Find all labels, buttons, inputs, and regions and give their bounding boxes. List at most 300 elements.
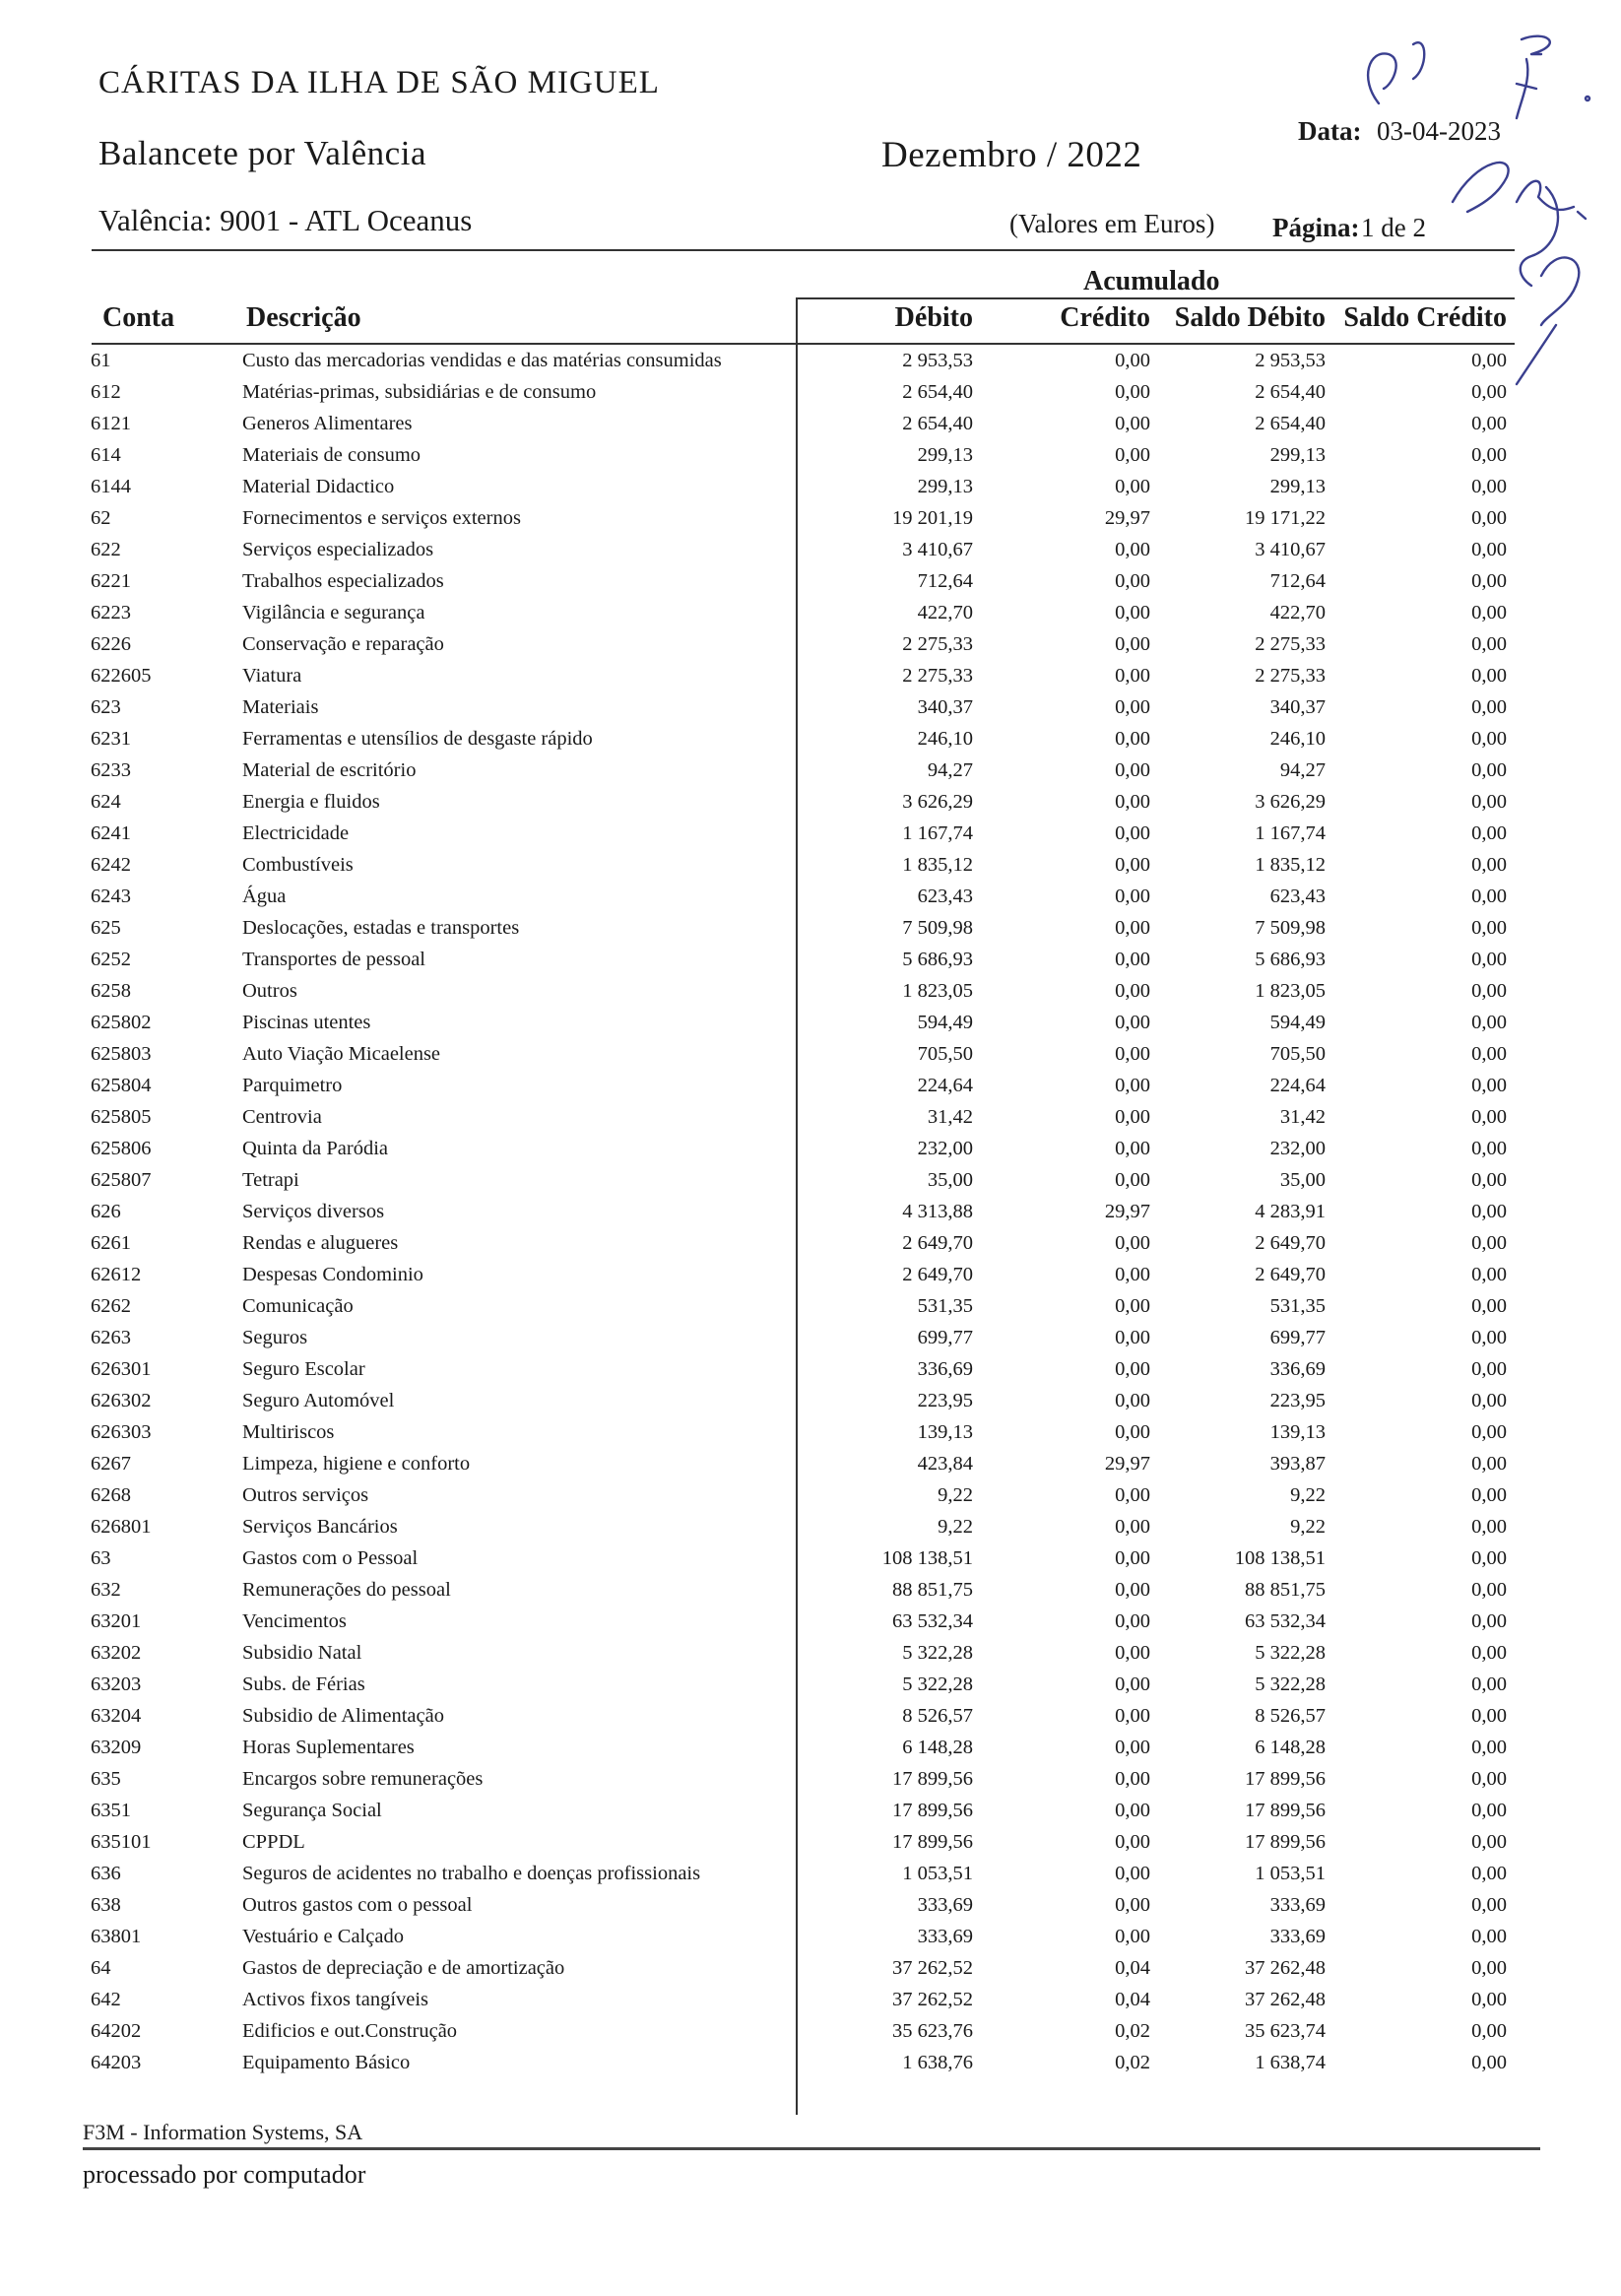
period: Dezembro / 2022 (881, 135, 1142, 175)
cell-descricao: Multiriscos (242, 1421, 335, 1443)
cell-conta: 6263 (91, 1327, 131, 1348)
cell-saldo-credito: 0,00 (1471, 1043, 1507, 1065)
table-row (0, 1858, 1621, 1889)
cell-credito: 0,00 (1115, 1768, 1150, 1790)
cell-saldo-debito: 35 623,74 (1245, 2020, 1326, 2042)
cell-saldo-credito: 0,00 (1471, 1106, 1507, 1128)
cell-conta: 625804 (91, 1075, 152, 1096)
cell-saldo-credito: 0,00 (1471, 696, 1507, 718)
table-row (0, 849, 1621, 881)
cell-conta: 6252 (91, 949, 131, 970)
cell-debito: 3 410,67 (902, 539, 973, 560)
table-row (0, 1227, 1621, 1259)
cell-saldo-debito: 422,70 (1269, 602, 1326, 623)
cell-debito: 2 649,70 (902, 1232, 973, 1254)
cell-debito: 108 138,51 (881, 1547, 973, 1569)
cell-credito: 29,97 (1104, 507, 1150, 529)
table-row (0, 1448, 1621, 1479)
cell-conta: 632 (91, 1579, 121, 1601)
cell-conta: 6268 (91, 1484, 131, 1506)
cell-credito: 29,97 (1104, 1201, 1150, 1222)
cell-descricao: Activos fixos tangíveis (242, 1989, 429, 2010)
cell-saldo-credito: 0,00 (1471, 507, 1507, 529)
cell-conta: 6231 (91, 728, 131, 750)
cell-saldo-debito: 63 532,34 (1245, 1610, 1326, 1632)
cell-credito: 0,00 (1115, 413, 1150, 434)
table-row (0, 1795, 1621, 1826)
cell-descricao: Deslocações, estadas e transportes (242, 917, 520, 939)
cell-saldo-credito: 0,00 (1471, 1138, 1507, 1159)
cell-saldo-debito: 224,64 (1269, 1075, 1326, 1096)
cell-saldo-debito: 37 262,48 (1245, 1989, 1326, 2010)
cell-descricao: Seguro Automóvel (242, 1390, 395, 1411)
cell-credito: 0,00 (1115, 1075, 1150, 1096)
cell-conta: 624 (91, 791, 121, 813)
table-row (0, 1416, 1621, 1448)
cell-saldo-credito: 0,00 (1471, 1358, 1507, 1380)
cell-credito: 0,00 (1115, 728, 1150, 750)
cell-saldo-debito: 17 899,56 (1245, 1800, 1326, 1821)
cell-saldo-debito: 37 262,48 (1245, 1957, 1326, 1979)
cell-saldo-debito: 299,13 (1269, 444, 1326, 466)
table-row (0, 1606, 1621, 1637)
cell-saldo-credito: 0,00 (1471, 1264, 1507, 1285)
table-row (0, 1101, 1621, 1133)
cell-saldo-credito: 0,00 (1471, 1737, 1507, 1758)
cell-conta: 6241 (91, 822, 131, 844)
footer-divider (83, 2147, 1540, 2150)
cell-saldo-credito: 0,00 (1471, 1201, 1507, 1222)
cell-debito: 224,64 (917, 1075, 973, 1096)
cell-descricao: Gastos com o Pessoal (242, 1547, 419, 1569)
cell-conta: 6221 (91, 570, 131, 592)
table-row (0, 1259, 1621, 1290)
cell-debito: 333,69 (917, 1926, 973, 1947)
cell-saldo-credito: 0,00 (1471, 413, 1507, 434)
cell-descricao: Limpeza, higiene e conforto (242, 1453, 471, 1475)
cell-descricao: Subsidio de Alimentação (242, 1705, 444, 1727)
cell-saldo-debito: 336,69 (1269, 1358, 1326, 1380)
table-row (0, 1385, 1621, 1416)
table-row (0, 818, 1621, 849)
cell-credito: 0,00 (1115, 1327, 1150, 1348)
cell-conta: 625802 (91, 1012, 152, 1033)
cell-credito: 0,00 (1115, 444, 1150, 466)
cell-conta: 6242 (91, 854, 131, 876)
page-number: 1 de 2 (1361, 213, 1426, 242)
cell-credito: 0,02 (1115, 2052, 1150, 2073)
cell-saldo-credito: 0,00 (1471, 1547, 1507, 1569)
cell-conta: 63201 (91, 1610, 142, 1632)
cell-conta: 63204 (91, 1705, 142, 1727)
table-row (0, 691, 1621, 723)
cell-credito: 0,00 (1115, 1043, 1150, 1065)
cell-saldo-credito: 0,00 (1471, 1610, 1507, 1632)
cell-credito: 0,00 (1115, 665, 1150, 687)
cell-conta: 6258 (91, 980, 131, 1002)
cell-saldo-credito: 0,00 (1471, 1989, 1507, 2010)
cell-debito: 31,42 (927, 1106, 973, 1128)
cell-credito: 0,00 (1115, 822, 1150, 844)
column-header-descricao: Descrição (246, 302, 361, 333)
table-row (0, 565, 1621, 597)
cell-descricao: Ferramentas e utensílios de desgaste rápido (242, 728, 593, 750)
cell-credito: 0,00 (1115, 1610, 1150, 1632)
cell-debito: 37 262,52 (892, 1957, 973, 1979)
cell-descricao: Outros gastos com o pessoal (242, 1894, 473, 1916)
cell-saldo-credito: 0,00 (1471, 1863, 1507, 1884)
cell-saldo-debito: 35,00 (1279, 1169, 1326, 1191)
cell-saldo-debito: 94,27 (1279, 759, 1326, 781)
cell-debito: 6 148,28 (902, 1737, 973, 1758)
cell-debito: 340,37 (917, 696, 973, 718)
cell-saldo-credito: 0,00 (1471, 1705, 1507, 1727)
cell-conta: 63209 (91, 1737, 142, 1758)
cell-descricao: Auto Viação Micaelense (242, 1043, 441, 1065)
cell-saldo-credito: 0,00 (1471, 917, 1507, 939)
cell-saldo-debito: 531,35 (1269, 1295, 1326, 1317)
cell-saldo-debito: 4 283,91 (1255, 1201, 1326, 1222)
cell-saldo-debito: 333,69 (1269, 1894, 1326, 1916)
cell-credito: 0,00 (1115, 602, 1150, 623)
cell-debito: 1 638,76 (902, 2052, 973, 2073)
cell-conta: 614 (91, 444, 121, 466)
handwritten-initials-signature (1320, 10, 1605, 394)
cell-saldo-debito: 8 526,57 (1255, 1705, 1326, 1727)
cell-credito: 0,00 (1115, 854, 1150, 876)
cell-descricao: Trabalhos especializados (242, 570, 444, 592)
cell-debito: 246,10 (917, 728, 973, 750)
cell-credito: 0,00 (1115, 1169, 1150, 1191)
cell-conta: 6267 (91, 1453, 131, 1475)
cell-saldo-credito: 0,00 (1471, 1800, 1507, 1821)
cell-descricao: Generos Alimentares (242, 413, 413, 434)
cell-saldo-debito: 9,22 (1290, 1516, 1326, 1538)
cell-saldo-credito: 0,00 (1471, 1012, 1507, 1033)
table-row (0, 1290, 1621, 1322)
cell-debito: 2 649,70 (902, 1264, 973, 1285)
table-row (0, 1322, 1621, 1353)
cell-saldo-credito: 0,00 (1471, 791, 1507, 813)
cell-saldo-credito: 0,00 (1471, 1327, 1507, 1348)
cell-credito: 0,00 (1115, 633, 1150, 655)
cell-descricao: Piscinas utentes (242, 1012, 371, 1033)
cell-debito: 5 686,93 (902, 949, 973, 970)
cell-saldo-debito: 9,22 (1290, 1484, 1326, 1506)
cell-saldo-credito: 0,00 (1471, 633, 1507, 655)
table-row (0, 1070, 1621, 1101)
cell-conta: 6261 (91, 1232, 131, 1254)
cell-descricao: Seguro Escolar (242, 1358, 365, 1380)
cell-saldo-credito: 0,00 (1471, 822, 1507, 844)
table-row (0, 408, 1621, 439)
footer-company: F3M - Information Systems, SA (83, 2120, 363, 2144)
column-header-conta: Conta (102, 302, 175, 333)
cell-saldo-debito: 299,13 (1269, 476, 1326, 497)
cell-credito: 0,00 (1115, 949, 1150, 970)
cell-saldo-credito: 0,00 (1471, 949, 1507, 970)
cell-credito: 0,00 (1115, 1484, 1150, 1506)
cell-debito: 17 899,56 (892, 1831, 973, 1853)
table-row (0, 1732, 1621, 1763)
cell-saldo-debito: 1 053,51 (1255, 1863, 1326, 1884)
cell-descricao: Materiais (242, 696, 319, 718)
document-title: Balancete por Valência (98, 134, 426, 172)
cell-debito: 35,00 (927, 1169, 973, 1191)
cell-descricao: Custo das mercadorias vendidas e das matérias consumidas (242, 350, 722, 371)
cell-conta: 623 (91, 696, 121, 718)
cell-credito: 0,00 (1115, 1012, 1150, 1033)
date-value: 03-04-2023 (1377, 116, 1501, 146)
cell-debito: 17 899,56 (892, 1800, 973, 1821)
cell-saldo-credito: 0,00 (1471, 1926, 1507, 1947)
cell-saldo-credito: 0,00 (1471, 2052, 1507, 2073)
cell-debito: 299,13 (917, 444, 973, 466)
cell-credito: 0,00 (1115, 1737, 1150, 1758)
cell-saldo-debito: 108 138,51 (1234, 1547, 1326, 1569)
footer-processed-note: processado por computador (83, 2160, 366, 2189)
table-row (0, 2047, 1621, 2078)
cell-descricao: Material Didactico (242, 476, 395, 497)
cell-saldo-debito: 3 626,29 (1255, 791, 1326, 813)
cell-descricao: Fornecimentos e serviços externos (242, 507, 521, 529)
cell-credito: 0,00 (1115, 1673, 1150, 1695)
table-row (0, 534, 1621, 565)
cell-conta: 62612 (91, 1264, 142, 1285)
cell-debito: 531,35 (917, 1295, 973, 1317)
table-row (0, 881, 1621, 912)
table-row (0, 1984, 1621, 2015)
table-row (0, 975, 1621, 1007)
cell-saldo-credito: 0,00 (1471, 381, 1507, 403)
cell-conta: 636 (91, 1863, 121, 1884)
cell-debito: 9,22 (938, 1484, 973, 1506)
cell-credito: 0,00 (1115, 696, 1150, 718)
cell-debito: 2 275,33 (902, 633, 973, 655)
cell-saldo-debito: 17 899,56 (1245, 1831, 1326, 1853)
cell-descricao: Conservação e reparação (242, 633, 444, 655)
cell-saldo-credito: 0,00 (1471, 1642, 1507, 1664)
table-row (0, 628, 1621, 660)
cell-conta: 626301 (91, 1358, 152, 1380)
cell-saldo-debito: 2 275,33 (1255, 665, 1326, 687)
cell-credito: 0,04 (1115, 1989, 1150, 2010)
table-row (0, 1133, 1621, 1164)
cell-saldo-credito: 0,00 (1471, 1894, 1507, 1916)
cell-credito: 0,00 (1115, 1894, 1150, 1916)
cell-debito: 594,49 (917, 1012, 973, 1033)
cell-saldo-debito: 2 654,40 (1255, 413, 1326, 434)
date-label: Data: (1298, 116, 1362, 146)
cell-descricao: Transportes de pessoal (242, 949, 426, 970)
cell-debito: 139,13 (917, 1421, 973, 1443)
cell-conta: 62 (91, 507, 111, 529)
cell-saldo-debito: 2 649,70 (1255, 1232, 1326, 1254)
table-row (0, 1353, 1621, 1385)
cell-credito: 0,00 (1115, 917, 1150, 939)
cell-descricao: Subs. de Férias (242, 1673, 365, 1695)
cell-conta: 6121 (91, 413, 131, 434)
cell-debito: 422,70 (917, 602, 973, 623)
cell-conta: 63 (91, 1547, 111, 1569)
cell-conta: 64202 (91, 2020, 142, 2042)
cell-conta: 626801 (91, 1516, 152, 1538)
cell-descricao: Vigilância e segurança (242, 602, 425, 623)
column-header-saldo-debito: Saldo Débito (1174, 302, 1326, 333)
cell-debito: 4 313,88 (902, 1201, 973, 1222)
table-row (0, 1921, 1621, 1952)
cell-descricao: Serviços especializados (242, 539, 434, 560)
cell-saldo-debito: 1 167,74 (1255, 822, 1326, 844)
page-label: Página: (1272, 213, 1360, 242)
cell-debito: 9,22 (938, 1516, 973, 1538)
cell-credito: 0,00 (1115, 1516, 1150, 1538)
cell-conta: 625 (91, 917, 121, 939)
cell-descricao: Subsidio Natal (242, 1642, 362, 1664)
cell-saldo-credito: 0,00 (1471, 570, 1507, 592)
cell-debito: 88 851,75 (892, 1579, 973, 1601)
cell-credito: 0,00 (1115, 980, 1150, 1002)
cell-conta: 625805 (91, 1106, 152, 1128)
table-row (0, 754, 1621, 786)
cell-debito: 8 526,57 (902, 1705, 973, 1727)
cell-credito: 29,97 (1104, 1453, 1150, 1475)
table-row (0, 1889, 1621, 1921)
cell-saldo-debito: 5 322,28 (1255, 1642, 1326, 1664)
cell-saldo-debito: 594,49 (1269, 1012, 1326, 1033)
cell-debito: 5 322,28 (902, 1642, 973, 1664)
cell-debito: 336,69 (917, 1358, 973, 1380)
cell-credito: 0,00 (1115, 1863, 1150, 1884)
cell-descricao: Energia e fluidos (242, 791, 380, 813)
cell-credito: 0,00 (1115, 350, 1150, 371)
cell-saldo-debito: 333,69 (1269, 1926, 1326, 1947)
table-row (0, 1763, 1621, 1795)
column-header-debito: Débito (894, 302, 973, 333)
cell-credito: 0,00 (1115, 1642, 1150, 1664)
cell-credito: 0,00 (1115, 759, 1150, 781)
cell-saldo-credito: 0,00 (1471, 1453, 1507, 1475)
cell-credito: 0,00 (1115, 1358, 1150, 1380)
column-header-saldo-credito: Saldo Crédito (1343, 302, 1507, 333)
table-row (0, 439, 1621, 471)
cell-descricao: Centrovia (242, 1106, 322, 1128)
cell-debito: 333,69 (917, 1894, 973, 1916)
cell-conta: 6243 (91, 886, 131, 907)
cell-saldo-credito: 0,00 (1471, 759, 1507, 781)
cell-credito: 0,00 (1115, 539, 1150, 560)
cell-saldo-debito: 31,42 (1279, 1106, 1326, 1128)
cell-debito: 699,77 (917, 1327, 973, 1348)
valencia-label: Valência: 9001 - ATL Oceanus (98, 203, 473, 237)
cell-debito: 232,00 (917, 1138, 973, 1159)
cell-debito: 705,50 (917, 1043, 973, 1065)
cell-debito: 2 654,40 (902, 381, 973, 403)
table-row (0, 1164, 1621, 1196)
cell-saldo-debito: 17 899,56 (1245, 1768, 1326, 1790)
cell-saldo-credito: 0,00 (1471, 350, 1507, 371)
cell-saldo-debito: 1 835,12 (1255, 854, 1326, 876)
cell-saldo-debito: 2 953,53 (1255, 350, 1326, 371)
cell-descricao: Água (242, 886, 287, 907)
currency-note: (Valores em Euros) (1009, 209, 1215, 238)
table-row (0, 1952, 1621, 1984)
cell-debito: 1 167,74 (902, 822, 973, 844)
table-row (0, 1479, 1621, 1511)
cell-saldo-credito: 0,00 (1471, 444, 1507, 466)
cell-credito: 0,00 (1115, 570, 1150, 592)
cell-descricao: Material de escritório (242, 759, 417, 781)
cell-saldo-debito: 2 649,70 (1255, 1264, 1326, 1285)
cell-saldo-credito: 0,00 (1471, 728, 1507, 750)
cell-saldo-debito: 623,43 (1269, 886, 1326, 907)
cell-descricao: Edificios e out.Construção (242, 2020, 458, 2042)
cell-debito: 5 322,28 (902, 1673, 973, 1695)
cell-saldo-debito: 139,13 (1269, 1421, 1326, 1443)
cell-conta: 63203 (91, 1673, 142, 1695)
cell-saldo-debito: 223,95 (1269, 1390, 1326, 1411)
table-row (0, 1700, 1621, 1732)
cell-conta: 622605 (91, 665, 152, 687)
cell-saldo-debito: 2 654,40 (1255, 381, 1326, 403)
cell-descricao: Comunicação (242, 1295, 354, 1317)
table-row (0, 786, 1621, 818)
table-row (0, 502, 1621, 534)
cell-descricao: Quinta da Paródia (242, 1138, 389, 1159)
cell-saldo-debito: 232,00 (1269, 1138, 1326, 1159)
cell-descricao: Matérias-primas, subsidiárias e de consumo (242, 381, 597, 403)
cell-debito: 1 823,05 (902, 980, 973, 1002)
cell-descricao: Equipamento Básico (242, 2052, 411, 2073)
cell-credito: 0,00 (1115, 1800, 1150, 1821)
cell-credito: 0,00 (1115, 1579, 1150, 1601)
organization-name: CÁRITAS DA ILHA DE SÃO MIGUEL (98, 65, 660, 100)
cell-credito: 0,00 (1115, 1926, 1150, 1947)
table-row (0, 2015, 1621, 2047)
cell-saldo-credito: 0,00 (1471, 854, 1507, 876)
cell-conta: 635101 (91, 1831, 152, 1853)
cell-conta: 635 (91, 1768, 121, 1790)
balance-table-body (0, 345, 1621, 2078)
cell-saldo-credito: 0,00 (1471, 1831, 1507, 1853)
cell-saldo-credito: 0,00 (1471, 476, 1507, 497)
cell-saldo-debito: 705,50 (1269, 1043, 1326, 1065)
cell-debito: 423,84 (917, 1453, 973, 1475)
cell-saldo-credito: 0,00 (1471, 1232, 1507, 1254)
table-row (0, 1826, 1621, 1858)
table-row (0, 912, 1621, 944)
cell-descricao: Parquimetro (242, 1075, 343, 1096)
cell-conta: 642 (91, 1989, 121, 2010)
cell-saldo-credito: 0,00 (1471, 1295, 1507, 1317)
cell-credito: 0,02 (1115, 2020, 1150, 2042)
cell-saldo-credito: 0,00 (1471, 1579, 1507, 1601)
cell-saldo-debito: 1 823,05 (1255, 980, 1326, 1002)
cell-saldo-credito: 0,00 (1471, 1673, 1507, 1695)
cell-saldo-credito: 0,00 (1471, 2020, 1507, 2042)
acumulado-group-header: Acumulado (1083, 266, 1220, 296)
cell-debito: 1 053,51 (902, 1863, 973, 1884)
cell-saldo-debito: 6 148,28 (1255, 1737, 1326, 1758)
table-row (0, 660, 1621, 691)
cell-conta: 61 (91, 350, 111, 371)
cell-conta: 64 (91, 1957, 111, 1979)
cell-saldo-debito: 1 638,74 (1255, 2052, 1326, 2073)
table-row (0, 1669, 1621, 1700)
cell-descricao: Viatura (242, 665, 302, 687)
table-row (0, 1196, 1621, 1227)
cell-saldo-credito: 0,00 (1471, 980, 1507, 1002)
